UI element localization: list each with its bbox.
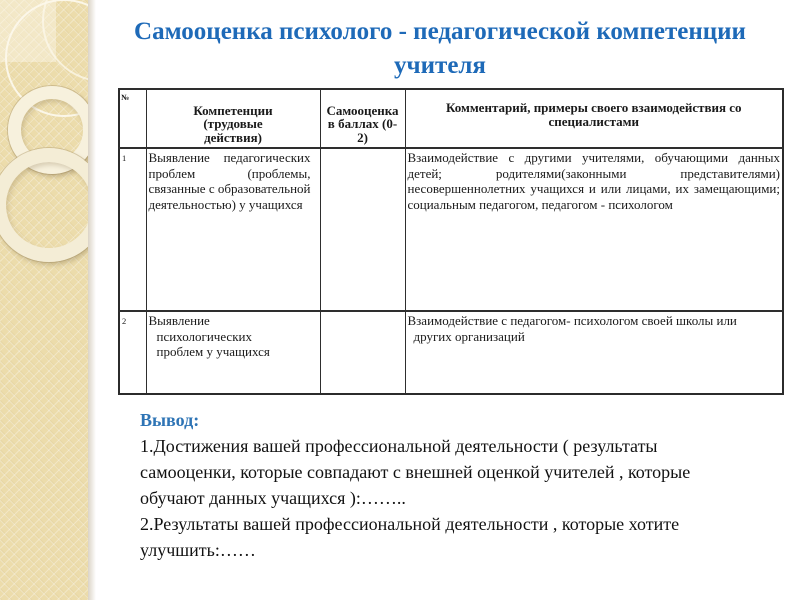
row2-comment: Взаимодействие с педагогом- психологом своей школы или других организаций [405, 311, 783, 394]
row1-comment: Взаимодействие с другими учителями, обучающими данных детей; родителями(законными представителями) несовершеннолетних учащихся и или лицами, их замещающими; социальным педагогом, педагогом - психологом [405, 148, 783, 311]
header-competency-label: Компетенции (трудовые действия) [193, 102, 273, 145]
row1-number: 1 [119, 148, 146, 311]
decor-left-strip [0, 0, 88, 600]
header-number: № [119, 89, 146, 148]
row1-score [320, 148, 405, 311]
table-row [119, 311, 783, 394]
row1-competency: Выявление педагогических проблем (проблемы, связанные с образовательной деятельностью) у учащихся [146, 148, 320, 311]
conclusion-heading: Вывод: [140, 410, 200, 430]
competency-table [118, 88, 784, 395]
header-score: Самооценка в баллах (0-2) [320, 89, 405, 148]
row2-score [320, 311, 405, 394]
header-comment: Комментарий, примеры своего взаимодействия со специалистами [405, 89, 783, 148]
row2-number: 2 [119, 311, 146, 394]
slide-title-line2: учителя [394, 52, 486, 79]
slide-title [96, 15, 784, 83]
header-competency [146, 89, 320, 148]
slide-title-line1: Самооценка психолого - педагогической компетенции [134, 18, 746, 45]
conclusion-item: 1.Достижения вашей профессиональной деятельности ( результаты самооценки, которые совпадают с внешней оценкой учителей , которые обучают данных учащихся ):…….. [140, 436, 691, 508]
row2-competency: Выявление психологических проблем у учащихся [146, 311, 320, 394]
table-row [119, 148, 783, 311]
conclusion-item: 2.Результаты вашей профессиональной деятельности , которые хотите улучшить:…… [140, 514, 680, 560]
decor-ring-lower [0, 148, 88, 262]
conclusion-block [140, 407, 752, 563]
table-header-row [119, 89, 783, 148]
decor-strip-shadow [88, 0, 96, 600]
